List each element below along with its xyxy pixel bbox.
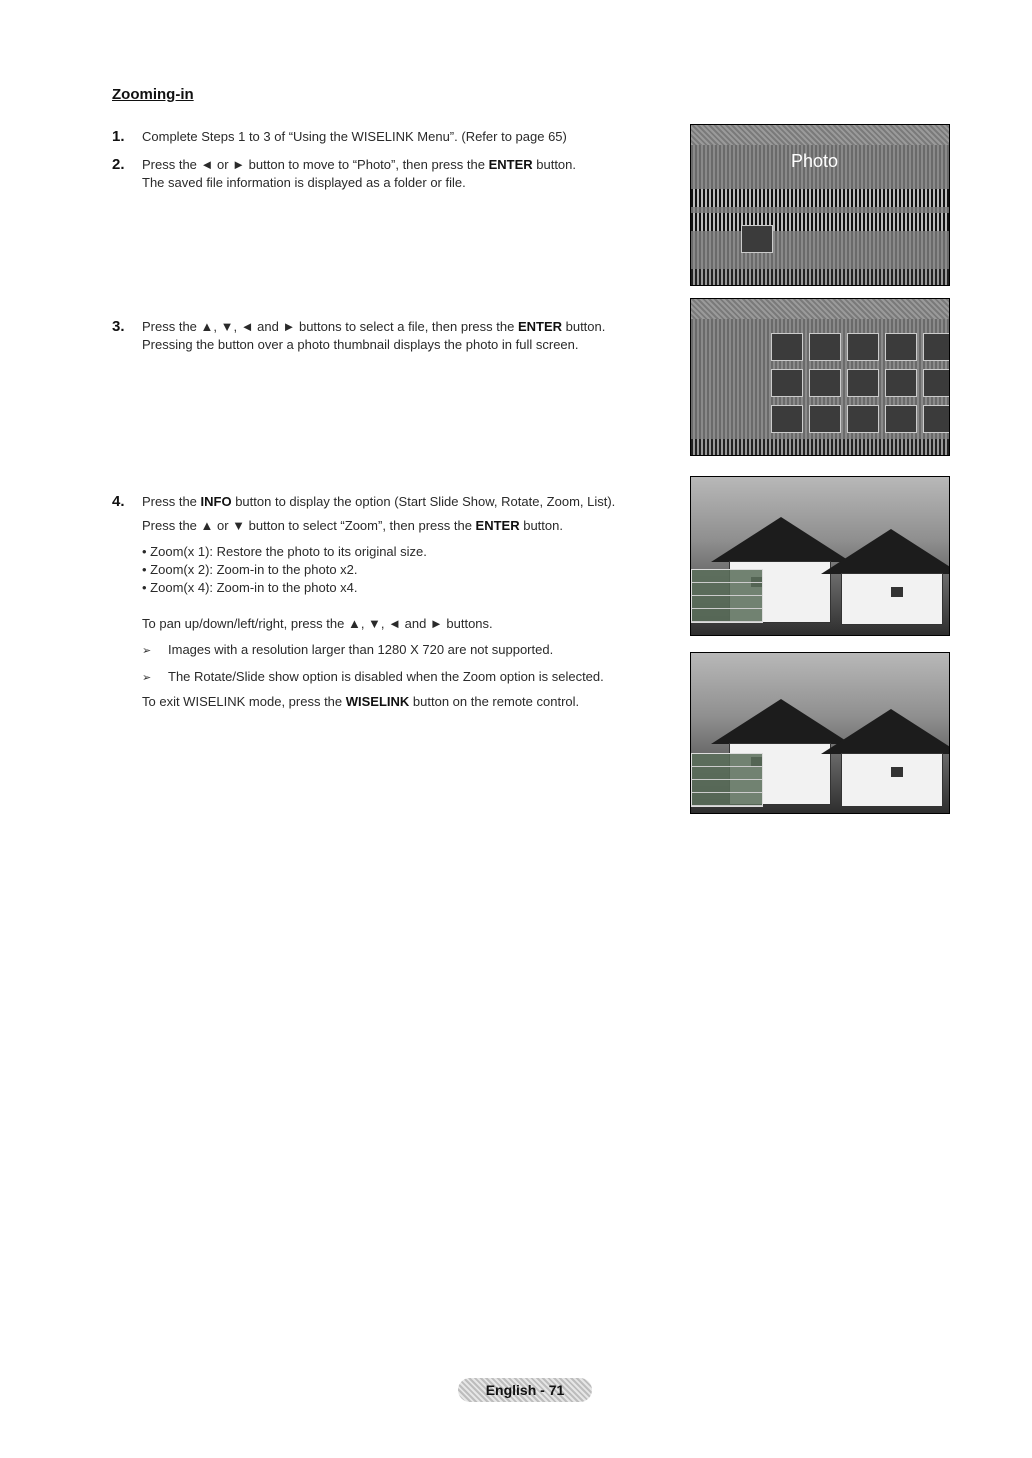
bullet-item: • Zoom(x 1): Restore the photo to its original size. (142, 544, 427, 559)
step-number: 3. (112, 318, 125, 335)
photo-folder-icon (741, 225, 773, 253)
photo-thumbnail (885, 405, 917, 433)
enter-keyword: ENTER (488, 157, 533, 172)
photo-thumbnail (847, 333, 879, 361)
step-number: 2. (112, 156, 125, 173)
photo-thumbnail (809, 369, 841, 397)
zoom-menu (691, 753, 763, 807)
photo-thumbnail (771, 333, 803, 361)
info-keyword: INFO (200, 494, 232, 509)
screen-top-bar (691, 299, 949, 319)
step-text-part: Press the ▲, ▼, ◄ and ► buttons to select a file, then press the (142, 319, 518, 334)
photo-thumbnail (809, 405, 841, 433)
house-window (891, 767, 903, 777)
screenshot-photo-zoom (690, 652, 950, 814)
house-window (891, 587, 903, 597)
screen-top-bar (691, 125, 949, 145)
photo-thumbnail (923, 333, 950, 361)
step-text (142, 517, 682, 535)
step-text (142, 493, 682, 511)
step-detail: Pressing the button over a photo thumbnail displays the photo in full screen. (142, 337, 579, 352)
page-footer: English - 71 (458, 1378, 592, 1402)
step-text: Complete Steps 1 to 3 of “Using the WISELINK Menu”. (Refer to page 65) (142, 129, 567, 144)
note-item (142, 668, 682, 687)
step-text-part: button. (562, 319, 606, 334)
step-text-part: button on the remote control. (409, 694, 580, 709)
house-wall (841, 753, 943, 807)
step-text (142, 156, 682, 174)
photo-menu-title: Photo (791, 151, 839, 171)
photo-thumbnail (771, 369, 803, 397)
screen-help-bar (691, 269, 949, 285)
step-text-part: Press the ▲ or ▼ button to select “Zoom”, then press the (142, 518, 476, 533)
screen-band (691, 189, 949, 207)
bullet-item: • Zoom(x 4): Zoom-in to the photo x4. (142, 580, 358, 595)
photo-thumbnail (923, 405, 950, 433)
note-text: The Rotate/Slide show option is disabled when the Zoom option is selected. (168, 669, 604, 684)
note-arrow-icon: ➢ (142, 672, 152, 684)
pan-instruction: To pan up/down/left/right, press the ▲, ▼, ◄ and ► buttons. (142, 616, 493, 631)
house-roof (821, 529, 950, 574)
screenshot-photo-thumbnails (690, 298, 950, 456)
photo-thumbnail (885, 369, 917, 397)
bullet-item: • Zoom(x 2): Zoom-in to the photo x2. (142, 562, 358, 577)
note-arrow-icon: ➢ (142, 645, 152, 657)
photo-thumbnail (809, 333, 841, 361)
screen-help-bar (691, 439, 949, 455)
photo-thumbnail (771, 405, 803, 433)
photo-thumbnail (885, 333, 917, 361)
step-detail: The saved file information is displayed as a folder or file. (142, 175, 466, 190)
step-text-part: Press the ◄ or ► button to move to “Photo”, then press the (142, 157, 489, 172)
screenshot-wiselink-menu (690, 124, 950, 286)
step-text-part: Press the (142, 494, 201, 509)
enter-keyword: ENTER (517, 319, 562, 334)
section-heading: Zooming-in (112, 86, 194, 103)
option-menu (691, 569, 763, 623)
house-roof (821, 709, 950, 754)
step-text-part: To exit WISELINK mode, press the (142, 694, 346, 709)
step-text (142, 318, 682, 336)
wiselink-keyword: WISELINK (345, 694, 410, 709)
step-text-part: button. (532, 157, 577, 172)
note-item (142, 641, 682, 660)
step-text-part: button to display the option (Start Slide Show, Rotate, Zoom, List). (231, 494, 616, 509)
note-text: Images with a resolution larger than 1280 X 720 are not supported. (168, 642, 554, 657)
photo-thumbnail (847, 405, 879, 433)
enter-keyword: ENTER (475, 518, 520, 533)
house-wall (841, 573, 943, 625)
step-number: 1. (112, 128, 125, 145)
exit-instruction (142, 693, 682, 711)
photo-thumbnail (847, 369, 879, 397)
photo-thumbnail (923, 369, 950, 397)
screen-band (691, 213, 949, 231)
step-number: 4. (112, 493, 125, 510)
step-text-part: button. (519, 518, 563, 533)
screenshot-photo-options (690, 476, 950, 636)
